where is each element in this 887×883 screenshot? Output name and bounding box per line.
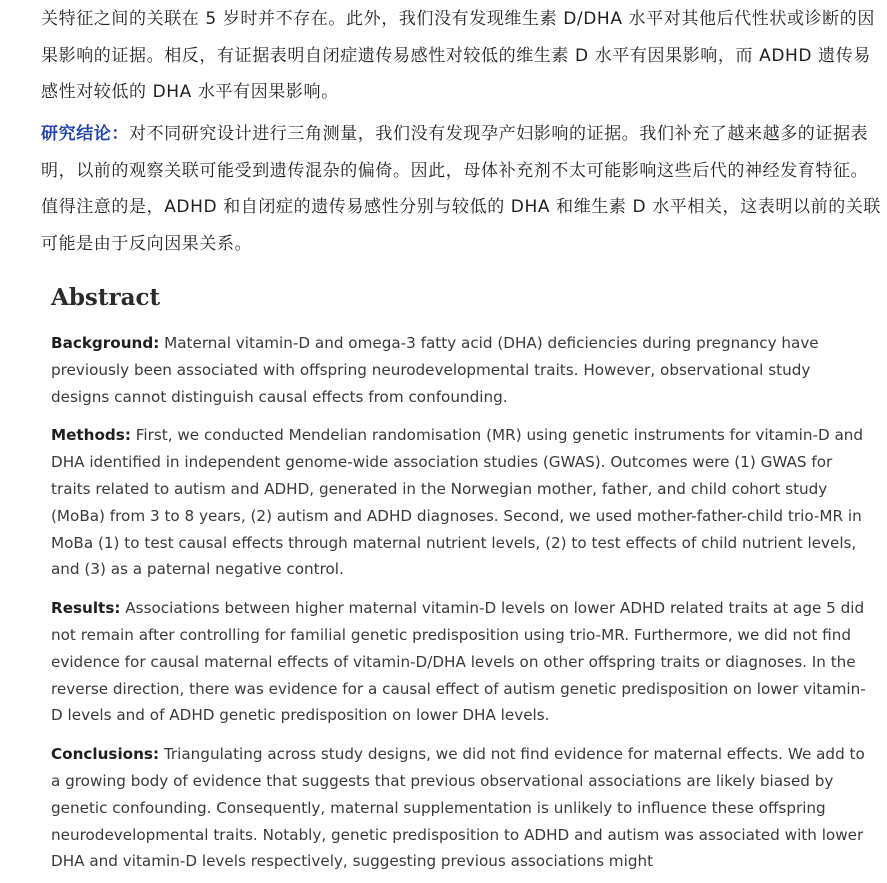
results-label: Results: bbox=[51, 599, 121, 618]
chinese-conclusion-text: 对不同研究设计进行三角测量，我们没有发现孕产妇影响的证据。我们补充了越来越多的证据表明，以前的观察关联可能受到遗传混杂的偏倚。因此，母体补充剂不太可能影响这些后代的神经发育特征。值得注意的是，ADHD 和自闭症的遗传易感性分别与较低的 DHA 和维生素 D 水平相关，这表明以前的关联可能是由于反向因果关系。 bbox=[41, 124, 882, 254]
chinese-conclusion-paragraph bbox=[41, 116, 881, 262]
abstract-panel bbox=[51, 280, 871, 875]
methods-label: Methods: bbox=[51, 426, 131, 445]
abstract-methods bbox=[51, 422, 871, 583]
chinese-conclusion-label: 研究结论： bbox=[41, 124, 129, 144]
conclusions-label: Conclusions: bbox=[51, 745, 160, 764]
abstract-background bbox=[51, 330, 871, 410]
background-label: Background: bbox=[51, 334, 160, 352]
results-text: Associations between higher maternal vitamin-D levels on lower ADHD related traits at age 5 did not remain after controlling for familial genetic predisposition using trio-MR. Furthermore, we did not find evidence for causal maternal effects of vitamin-D/DHA levels on other offspring traits or diagnoses. In the reverse direction, there was evidence for a causal effect of autism genetic predisposition on lower vitamin-D levels and of ADHD genetic predisposition on lower DHA levels. bbox=[51, 599, 866, 725]
abstract-title: Abstract bbox=[51, 284, 161, 311]
background-text: Maternal vitamin-D and omega-3 fatty acid (DHA) deficiencies during pregnancy have previously been associated with offspring neurodevelopmental traits. However, observational study designs cannot distinguish causal effects from confounding. bbox=[51, 334, 819, 406]
abstract-results bbox=[51, 595, 871, 729]
abstract-conclusions bbox=[51, 741, 871, 875]
conclusions-text: Triangulating across study designs, we did not find evidence for maternal effects. We add to a growing body of evidence that suggests that previous observational associations are likely biased by genetic confounding. Consequently, maternal supplementation is unlikely to influence these offspring neurodevelopmental traits. Notably, genetic predisposition to ADHD and autism was associated with lower DHA and vitamin-D levels respectively, suggesting previous associations might bbox=[51, 745, 865, 871]
methods-text: First, we conducted Mendelian randomisation (MR) using genetic instruments for vitamin-D and DHA identified in independent genome-wide association studies (GWAS). Outcomes were (1) GWAS for traits related to autism and ADHD, generated in the Norwegian mother, father, and child cohort study (MoBa) from 3 to 8 years, (2) autism and ADHD diagnoses. Second, we used mother-father-child trio-MR in MoBa (1) to test causal effects through maternal nutrient levels, (2) to test effects of child nutrient levels, and (3) as a paternal negative control. bbox=[51, 426, 864, 579]
chinese-summary-paragraph: 关特征之间的关联在 5 岁时并不存在。此外，我们没有发现维生素 D/DHA 水平对其他后代性状或诊断的因果影响的证据。相反，有证据表明自闭症遗传易感性对较低的维生素 D 水平有因果影响，而 ADHD 遗传易感性对较低的 DHA 水平有因果影响。 bbox=[41, 9, 875, 102]
